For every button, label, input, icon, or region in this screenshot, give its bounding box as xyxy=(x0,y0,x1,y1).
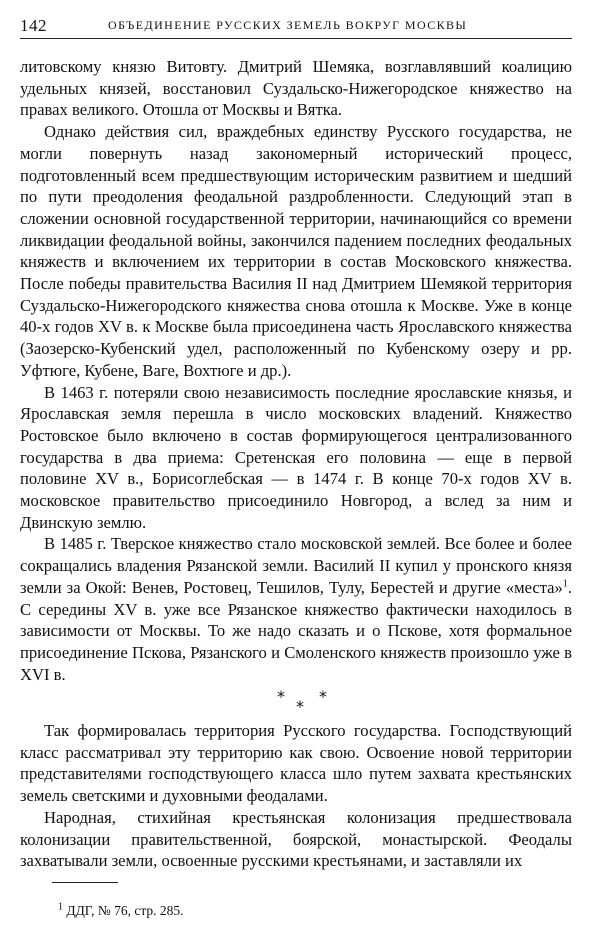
paragraph-5: Так формировалась территория Русского государства. Господствующий класс рассматривал эту территорию как свою. Освоение новой территории представителями господствующего класса шло путем захвата крестьянских земель светскими и духовными феодалами. xyxy=(20,721,572,806)
paragraph-3: В 1463 г. потеряли свою независимость последние ярославские князья, и Ярославская земля перешла в число московских владений. Княжество Ростовское было включено в состав формирующегося централизованного государства в два приема: Сретенская его половина — еще в первой половине XV в., Борисоглебская — в 1474 г. В конце 70-х годов XV в. московское правительство присоединило Новгород, а вслед за ним и Двинскую землю. xyxy=(20,382,572,532)
paragraph-4 xyxy=(20,533,572,685)
paragraph-2: Однако действия сил, враждебных единству Русского государства, не могли повернуть назад закономерный исторический процесс, подготовленный всем предшествующим историческим развитием и шедший по пути преодоления феодальной раздробленности. Следующий этап в сложении основной государственной территории, начинающийся со времени ликвидации феодальной войны, закончился падением последних феодальных княжеств и включением их территории в состав Московского княжества. После победы правительства Василия II над Дмитрием Шемякой территория Суздальско-Нижегородского княжества снова отошла к Москве. Уже в конце 40-х годов XV в. к Москве была присоединена часть Ярославского княжества (Заозерско-Кубенский удел, расположенный по Кубенскому озеру и рр. Уфтюге, Кубене, Ваге, Вохтюге и др.). xyxy=(20,122,572,380)
footnote-reference: 1 xyxy=(562,578,568,590)
section-separator xyxy=(0,681,600,721)
paragraph-6: Народная, стихийная крестьянская колонизация предшествовала колонизации правительственной, боярской, монастырской. Феодалы захватывали земли, освоенные русскими крестьянами, и заставляли их xyxy=(20,807,572,871)
separator-star: * xyxy=(296,697,304,716)
footnote-mark: 1 xyxy=(58,901,63,913)
page-number: 142 xyxy=(20,16,47,35)
page-header xyxy=(20,16,572,39)
main-text xyxy=(20,56,572,685)
paragraph-4-text-after: . С середины XV в. уже все Рязанское княжество фактически находилось в зависимости от Москвы. То же надо сказать и о Пскове, хотя формальное присоединение Пскова, Рязанского и Смоленского княжеств произошло уже в XVI в. xyxy=(20,577,572,684)
footnote xyxy=(58,903,184,919)
separator-star: * xyxy=(319,687,327,706)
footnote-divider xyxy=(52,882,118,883)
running-title: ОБЪЕДИНЕНИЕ РУССКИХ ЗЕМЕЛЬ ВОКРУГ МОСКВЫ xyxy=(108,18,468,32)
paragraph-1: литовскому князю Витовту. Дмитрий Шемяка, возглавлявший коалицию удельных князей, восстановил Суздальско-Нижегородское княжество на правах великого. Отошла от Москвы и Вятка. xyxy=(20,57,572,120)
footnote-text: ДДГ, № 76, стр. 285. xyxy=(66,903,184,918)
main-text-continued xyxy=(20,720,572,872)
separator-star: * xyxy=(277,687,285,706)
paragraph-4-text-before: В 1485 г. Тверское княжество стало московской землей. Все более и более сокращались владения Рязанской земли. Василий II купил у пронского князя земли за Окой: Венев, Ростовец, Тешилов, Тулу, Берестей и другие «места» xyxy=(20,534,572,597)
